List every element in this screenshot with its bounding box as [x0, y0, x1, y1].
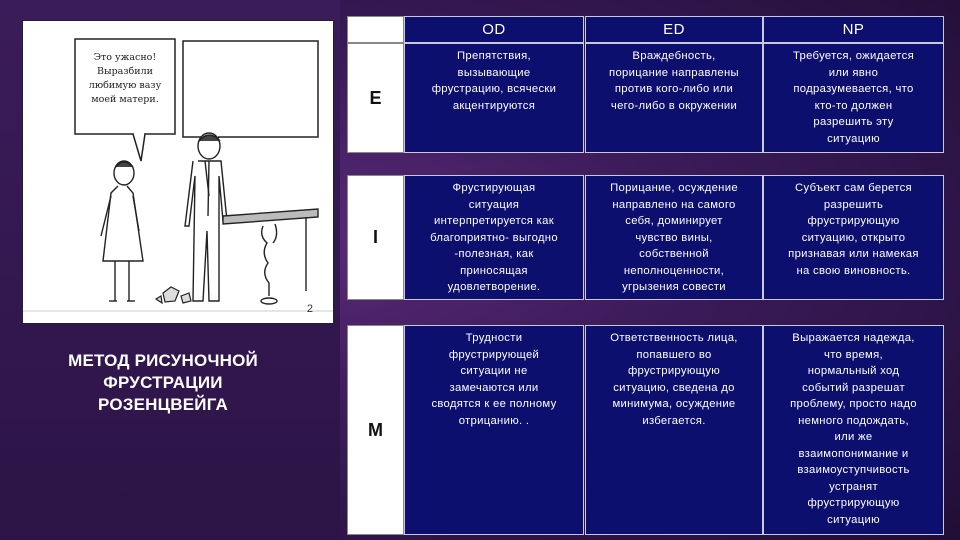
cell-i-np	[763, 175, 944, 300]
row-label-e: E	[347, 43, 404, 153]
broken-vase	[156, 287, 191, 303]
cell-i-od	[404, 175, 584, 300]
table-corner-cell	[347, 16, 404, 43]
column-header-np: NP	[763, 16, 944, 43]
picture-number: 2	[306, 303, 313, 315]
cell-e-ed	[585, 43, 763, 153]
cell-text: Ответственность лица, попавшего во фрустрирующую ситуацию, сведена до минимума, осуждение избегается.	[610, 332, 738, 427]
woman-figure	[101, 161, 143, 301]
cell-m-np	[763, 325, 944, 535]
cell-e-od	[404, 43, 584, 153]
cell-text: Выражается надежда, что время, нормальный ход событий разрешат проблему, просто надо немного подождать, или же взаимопонимание и взаимоуступчивость устранят фрустрирующую ситуацию	[790, 332, 917, 526]
cell-text: Порицание, осуждение направлено на самого себя, доминирует чувство вины, собственной неполноценности, угрызения совести	[610, 182, 738, 293]
cell-text: Требуется, ожидается или явно подразумевается, что кто-то должен разрешить эту ситуацию	[792, 50, 915, 145]
cell-text: Трудности фрустрирующей ситуации не замечаются или сводятся к ее полному отрицанию. .	[431, 332, 557, 427]
speech-bubble-right	[183, 41, 318, 137]
rosenzweig-cartoon	[22, 20, 334, 324]
cell-i-ed	[585, 175, 763, 300]
cell-m-ed	[585, 325, 763, 535]
man-figure	[185, 133, 227, 301]
column-header-od: OD	[404, 16, 584, 43]
speech-bubble-text: Это ужасно! Выразбили любимую вазу моей матери.	[88, 52, 162, 105]
table-drawing	[223, 209, 318, 304]
cell-e-np	[763, 43, 944, 153]
cartoon-drawing	[23, 21, 333, 323]
method-title: МЕТОД РИСУНОЧНОЙ ФРУСТРАЦИИ РОЗЕНЦВЕЙГА	[68, 351, 258, 414]
cell-text: Враждебность, порицание направлены против кого-либо или чего-либо в окружении	[609, 50, 739, 112]
cell-m-od	[404, 325, 584, 535]
row-label-i: I	[347, 175, 404, 300]
row-label-m: M	[347, 325, 404, 535]
cell-text: Субъект сам берется разрешить фрустрирующую ситуацию, открыто признавая или намекая на свою виновность.	[788, 182, 919, 277]
cell-text: Фрустирующая ситуация интерпретируется как благоприятно- выгодно -полезная, как приносящая удовлетворение.	[430, 182, 558, 293]
cell-text: Препятствия, вызывающие фрустрацию, всячески акцентируются	[431, 50, 557, 112]
column-header-ed: ED	[585, 16, 763, 43]
